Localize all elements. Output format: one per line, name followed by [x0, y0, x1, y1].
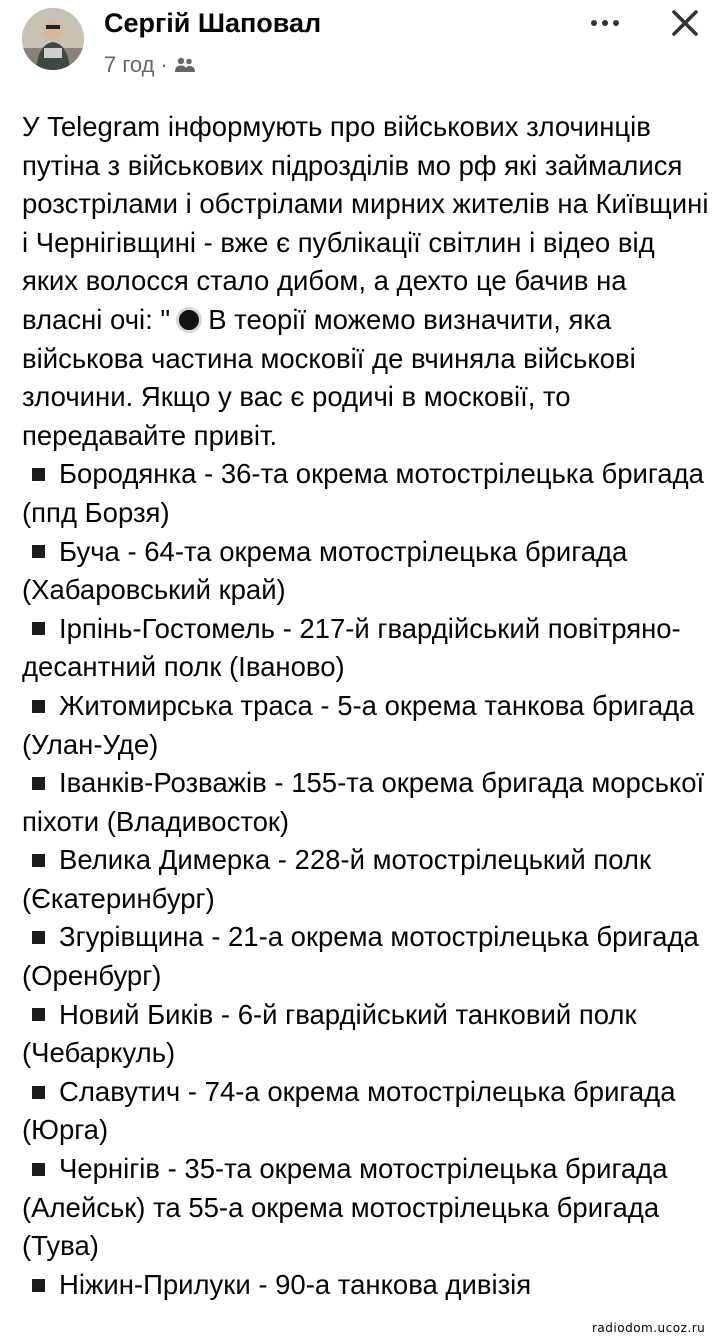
post-time[interactable]: 7 год	[104, 52, 155, 77]
list-item-text: Ірпінь-Гостомель - 217-й гвардійський повітряно-десантний полк (Іваново)	[22, 612, 681, 683]
list-item-text: Іванків-Розважів - 155-та окрема бригада морської піхоти (Владивосток)	[22, 767, 705, 837]
list-item	[22, 764, 712, 841]
bullet-square-icon	[32, 545, 45, 558]
post-body	[22, 108, 712, 1304]
close-button[interactable]	[664, 2, 706, 44]
list-item-text: Житомирська траса - 5-а окрема танкова бригада (Улан-Уде)	[22, 689, 695, 760]
bullet-square-icon	[32, 854, 45, 867]
list-item	[22, 455, 712, 532]
list-item	[22, 1266, 712, 1305]
intro-text-2: В теорії можемо визначити, яка військова частина московії де вчиняла військові злочини. Якщо у вас є родичі в московії, то передавайте привіт.	[22, 303, 636, 451]
list-item	[22, 918, 712, 995]
list-item-text: Велика Димерка - 228-й мотострілецький полк (Єкатеринбург)	[22, 844, 651, 914]
watermark: radiodom.ucoz.ru	[592, 1321, 706, 1335]
intro-text-1: У Telegram інформують про військових злочинців путіна з військових підрозділів мо рф які займалися розстрілами і обстрілами мирних жителів на Київщині і Чернігівщині - вже є публікації світлин і відео від яких волосся стало дибом, а дехто це бачив на власні очі: "	[22, 111, 709, 335]
list-item-text: Згурівщина - 21-а окрема мотострілецька бригада (Оренбург)	[22, 921, 699, 992]
list-item-text: Славутич - 74-а окрема мотострілецька бригада (Юрга)	[22, 1075, 676, 1146]
bullet-square-icon	[32, 622, 45, 635]
author-name[interactable]: Сергій Шаповал	[104, 8, 322, 38]
list-item-text: Новий Биків - 6-й гвардійський танковий полк (Чебаркуль)	[22, 998, 637, 1069]
more-options-button[interactable]	[584, 2, 626, 44]
bullet-square-icon	[32, 468, 45, 481]
bullet-square-icon	[32, 700, 45, 713]
friends-icon[interactable]	[174, 56, 196, 74]
list-item-text: Чернігів - 35-та окрема мотострілецька бригада (Алейськ) та 55-а окрема мотострілецька бригада (Тува)	[22, 1153, 668, 1262]
list-item	[22, 533, 712, 610]
list-item	[22, 841, 712, 918]
post-header	[0, 0, 720, 90]
bullet-square-icon	[32, 931, 45, 944]
close-icon	[671, 9, 699, 37]
units-list	[22, 455, 712, 1304]
author-avatar[interactable]	[22, 8, 84, 70]
list-item	[22, 610, 712, 687]
avatar-photo	[22, 8, 84, 70]
post-intro	[22, 108, 712, 455]
black-circle-icon	[176, 307, 202, 333]
meta-separator: ·	[160, 52, 168, 77]
list-item-text: Ніжин-Прилуки - 90-а танкова дивізія	[59, 1268, 532, 1300]
bullet-square-icon	[32, 1279, 45, 1292]
bullet-square-icon	[32, 777, 45, 790]
list-item	[22, 996, 712, 1073]
bullet-square-icon	[32, 1008, 45, 1021]
list-item	[22, 1073, 712, 1150]
list-item	[22, 1150, 712, 1266]
list-item	[22, 687, 712, 764]
more-horizontal-icon	[590, 19, 620, 27]
list-item-text: Буча - 64-та окрема мотострілецька бригада (Хабаровський край)	[22, 535, 628, 606]
bullet-square-icon	[32, 1163, 45, 1176]
list-item-text: Бородянка - 36-та окрема мотострілецька бригада (ппд Борзя)	[22, 458, 704, 528]
post-meta	[104, 52, 196, 78]
bullet-square-icon	[32, 1086, 45, 1099]
